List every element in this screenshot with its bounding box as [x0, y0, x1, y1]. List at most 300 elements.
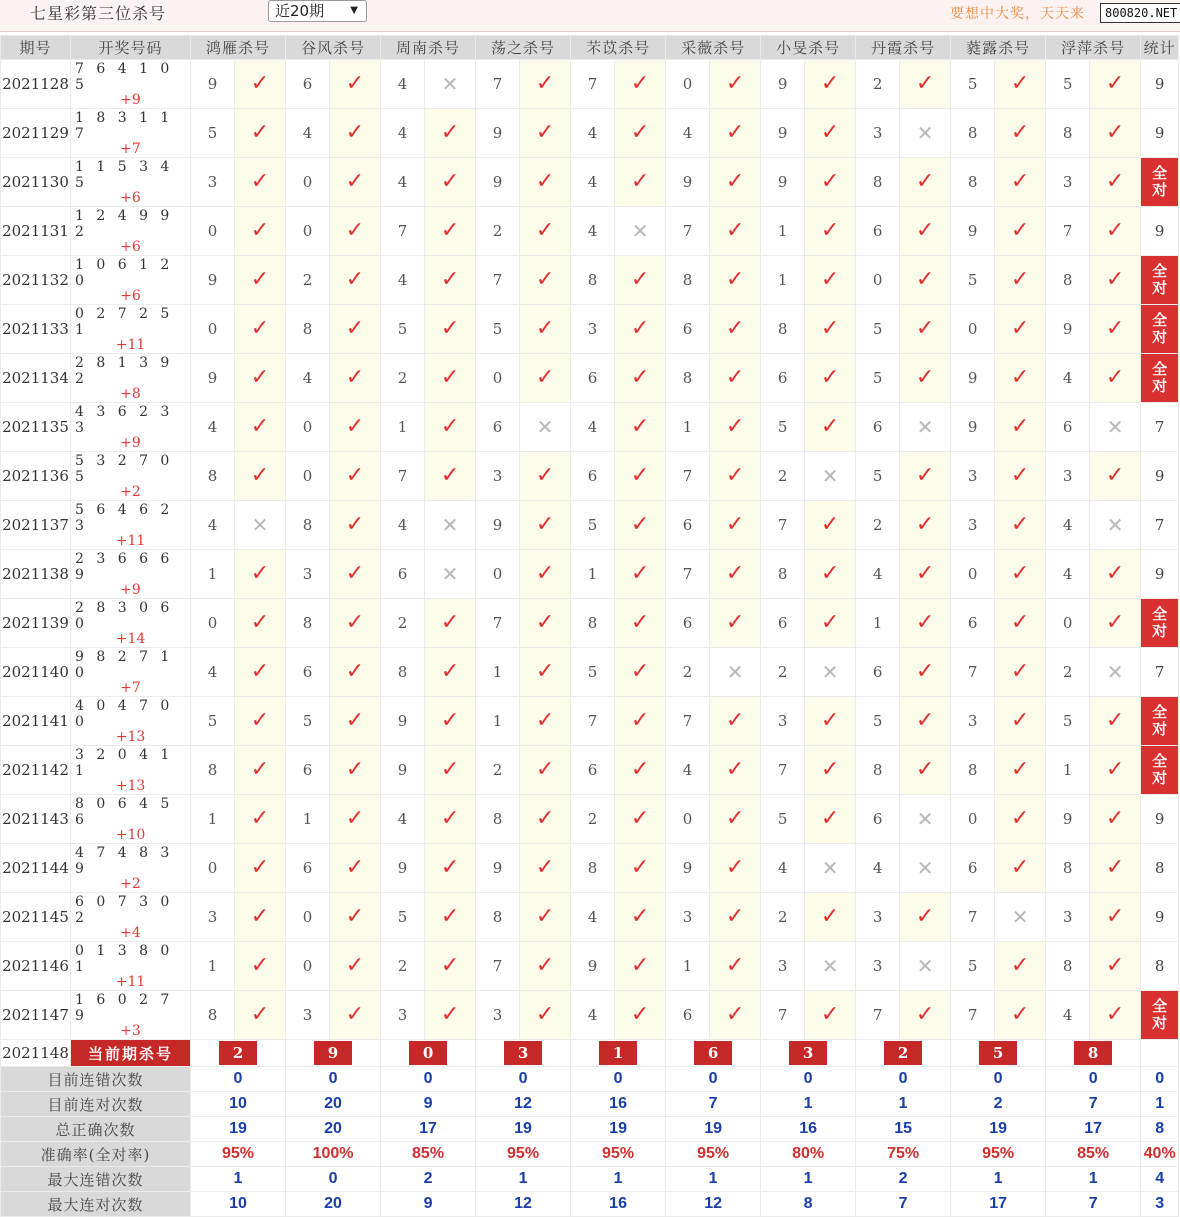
result-cell: [900, 256, 951, 305]
stats-label: 准确率(全对率): [1, 1142, 191, 1167]
period-select[interactable]: [268, 0, 367, 22]
check-icon: ✓: [345, 71, 365, 96]
current-kill-number: 6: [694, 1041, 732, 1065]
full-correct-text: 对: [1152, 181, 1168, 199]
check-icon: ✓: [345, 463, 365, 488]
check-icon: ✓: [915, 512, 935, 537]
kill-number: 9: [381, 697, 425, 746]
kill-number: 5: [951, 256, 995, 305]
kill-number: 9: [381, 844, 425, 893]
check-icon: ✓: [915, 365, 935, 390]
kill-number-table: [0, 35, 1179, 1217]
cross-icon: ✕: [821, 463, 839, 488]
result-cell: [1090, 60, 1141, 109]
kill-number: 3: [286, 550, 330, 599]
check-icon: ✓: [250, 659, 270, 684]
check-icon: ✓: [1010, 316, 1030, 341]
draw-sum: +11: [115, 974, 146, 990]
full-correct-text: 对: [1152, 1014, 1168, 1032]
kill-number: 5: [951, 60, 995, 109]
result-cell: [615, 354, 666, 403]
result-cell: [900, 354, 951, 403]
result-cell: [710, 746, 761, 795]
stats-value: 1: [761, 1167, 856, 1192]
result-cell: [235, 403, 286, 452]
stats-value: 17: [1046, 1117, 1141, 1142]
table-row: [1, 893, 1179, 942]
full-correct-text: 全: [1152, 997, 1168, 1015]
kill-number: 4: [666, 109, 710, 158]
stat-count: 9: [1141, 452, 1179, 501]
period-cell: 2021136: [1, 452, 71, 501]
draw-sum: +4: [120, 925, 141, 941]
result-cell: [330, 452, 381, 501]
result-cell: [995, 452, 1046, 501]
result-cell: [425, 550, 476, 599]
kill-number: 7: [381, 207, 425, 256]
result-cell: [1090, 256, 1141, 305]
check-icon: ✓: [250, 1002, 270, 1027]
draw-cell: [71, 746, 191, 795]
stats-value: 95%: [951, 1142, 1046, 1167]
kill-number: 1: [381, 403, 425, 452]
kill-number: 7: [856, 991, 900, 1040]
stats-total: 1: [1141, 1092, 1179, 1117]
table-row: [1, 844, 1179, 893]
check-icon: ✓: [440, 708, 460, 733]
cross-icon: ✕: [1106, 659, 1124, 684]
result-cell: [710, 893, 761, 942]
result-cell: [425, 354, 476, 403]
kill-number: 2: [761, 648, 805, 697]
check-icon: ✓: [535, 316, 555, 341]
kill-number: 0: [286, 403, 330, 452]
cross-icon: ✕: [441, 561, 459, 586]
kill-number: 2: [856, 60, 900, 109]
result-cell: [995, 305, 1046, 354]
cross-icon: ✕: [916, 806, 934, 831]
stat-count: 7: [1141, 403, 1179, 452]
check-icon: ✓: [630, 659, 650, 684]
cross-icon: ✕: [916, 414, 934, 439]
header-expert: 鸿雁杀号: [191, 36, 286, 60]
period-cell: 2021138: [1, 550, 71, 599]
period-cell: 2021139: [1, 599, 71, 648]
stats-value: 19: [476, 1117, 571, 1142]
draw-cell: [71, 795, 191, 844]
check-icon: ✓: [915, 218, 935, 243]
check-icon: ✓: [630, 365, 650, 390]
draw-cell: [71, 158, 191, 207]
result-cell: [1090, 403, 1141, 452]
kill-number: 7: [951, 991, 995, 1040]
kill-number: 6: [286, 60, 330, 109]
kill-number: 6: [286, 648, 330, 697]
check-icon: ✓: [345, 953, 365, 978]
draw-sum: +6: [120, 239, 141, 255]
draw-cell: [71, 942, 191, 991]
result-cell: [710, 452, 761, 501]
stat-count: 7: [1141, 648, 1179, 697]
check-icon: ✓: [345, 1002, 365, 1027]
draw-cell: [71, 452, 191, 501]
kill-number: 5: [951, 942, 995, 991]
check-icon: ✓: [630, 757, 650, 782]
check-icon: ✓: [725, 414, 745, 439]
current-kill-cell: [666, 1040, 761, 1067]
stats-value: 0: [761, 1067, 856, 1092]
check-icon: ✓: [250, 414, 270, 439]
current-kill-cell: [191, 1040, 286, 1067]
stat-count: 9: [1141, 109, 1179, 158]
period-cell: 2021137: [1, 501, 71, 550]
kill-number: 8: [666, 256, 710, 305]
stats-value: 19: [951, 1117, 1046, 1142]
check-icon: ✓: [535, 953, 555, 978]
kill-number: 8: [856, 746, 900, 795]
kill-number: 8: [1046, 109, 1090, 158]
check-icon: ✓: [345, 414, 365, 439]
result-cell: [900, 305, 951, 354]
check-icon: ✓: [345, 659, 365, 684]
stats-label: 目前连错次数: [1, 1067, 191, 1092]
stats-value: 0: [476, 1067, 571, 1092]
kill-number: 7: [571, 60, 615, 109]
result-cell: [995, 648, 1046, 697]
kill-number: 4: [856, 844, 900, 893]
kill-number: 1: [666, 942, 710, 991]
check-icon: ✓: [725, 757, 745, 782]
stats-value: 7: [856, 1192, 951, 1217]
result-cell: [425, 452, 476, 501]
check-icon: ✓: [345, 267, 365, 292]
kill-number: 9: [476, 501, 520, 550]
check-icon: ✓: [725, 316, 745, 341]
kill-number: 3: [1046, 158, 1090, 207]
stats-label: 最大连对次数: [1, 1192, 191, 1217]
stats-label: 目前连对次数: [1, 1092, 191, 1117]
result-cell: [520, 697, 571, 746]
check-icon: ✓: [345, 316, 365, 341]
check-icon: ✓: [725, 953, 745, 978]
kill-number: 2: [381, 599, 425, 648]
stats-value: 1: [476, 1167, 571, 1192]
kill-number: 3: [191, 158, 235, 207]
kill-number: 1: [191, 942, 235, 991]
result-cell: [1090, 991, 1141, 1040]
kill-number: 5: [381, 893, 425, 942]
result-cell: [235, 354, 286, 403]
kill-number: 4: [571, 109, 615, 158]
period-cell: 2021131: [1, 207, 71, 256]
full-correct-text: 对: [1152, 279, 1168, 297]
kill-number: 4: [571, 403, 615, 452]
check-icon: ✓: [535, 218, 555, 243]
check-icon: ✓: [535, 904, 555, 929]
period-cell: 2021147: [1, 991, 71, 1040]
kill-number: 1: [571, 550, 615, 599]
result-cell: [615, 942, 666, 991]
kill-number: 4: [381, 501, 425, 550]
check-icon: ✓: [250, 267, 270, 292]
check-icon: ✓: [1010, 71, 1030, 96]
kill-number: 3: [191, 893, 235, 942]
check-icon: ✓: [535, 610, 555, 635]
check-icon: ✓: [535, 561, 555, 586]
result-cell: [995, 354, 1046, 403]
full-correct-text: 全: [1152, 164, 1168, 182]
period-cell: 2021143: [1, 795, 71, 844]
result-cell: [805, 207, 856, 256]
period-cell: 2021141: [1, 697, 71, 746]
period-cell: 2021132: [1, 256, 71, 305]
stats-label: 总正确次数: [1, 1117, 191, 1142]
current-period-row: [1, 1040, 1179, 1067]
check-icon: ✓: [725, 1002, 745, 1027]
kill-number: 2: [476, 746, 520, 795]
result-cell: [235, 109, 286, 158]
check-icon: ✓: [1105, 953, 1125, 978]
header-expert: 小旻杀号: [761, 36, 856, 60]
stats-value: 20: [286, 1092, 381, 1117]
check-icon: ✓: [915, 904, 935, 929]
stats-value: 85%: [381, 1142, 476, 1167]
stats-total: 4: [1141, 1167, 1179, 1192]
result-cell: [425, 942, 476, 991]
draw-digits: 1 6 0 2 7 9: [75, 992, 174, 1024]
kill-number: 2: [571, 795, 615, 844]
result-cell: [900, 501, 951, 550]
stats-row: [1, 1092, 1179, 1117]
draw-cell: [71, 60, 191, 109]
cross-icon: ✕: [1011, 904, 1029, 929]
header-draw: 开奖号码: [71, 36, 191, 60]
kill-number: 5: [856, 697, 900, 746]
result-cell: [615, 452, 666, 501]
check-icon: ✓: [915, 708, 935, 733]
check-icon: ✓: [535, 365, 555, 390]
current-stat-cell: [1141, 1040, 1179, 1067]
stats-value: 2: [856, 1167, 951, 1192]
kill-number: 6: [666, 501, 710, 550]
stat-count: 9: [1141, 60, 1179, 109]
kill-number: 5: [856, 305, 900, 354]
kill-number: 0: [951, 305, 995, 354]
check-icon: ✓: [535, 267, 555, 292]
kill-number: 5: [761, 403, 805, 452]
result-cell: [330, 109, 381, 158]
result-cell: [520, 501, 571, 550]
full-correct-badge: [1141, 354, 1179, 403]
kill-number: 8: [286, 501, 330, 550]
current-kill-number: 9: [314, 1041, 352, 1065]
result-cell: [235, 60, 286, 109]
result-cell: [330, 697, 381, 746]
table-row: [1, 501, 1179, 550]
check-icon: ✓: [1010, 267, 1030, 292]
check-icon: ✓: [915, 316, 935, 341]
draw-digits: 0 2 7 2 5 1: [75, 306, 174, 338]
result-cell: [425, 795, 476, 844]
kill-number: 3: [856, 109, 900, 158]
stat-count: 9: [1141, 207, 1179, 256]
table-row: [1, 403, 1179, 452]
check-icon: ✓: [1010, 1002, 1030, 1027]
result-cell: [330, 60, 381, 109]
check-icon: ✓: [1105, 71, 1125, 96]
full-correct-badge: [1141, 256, 1179, 305]
result-cell: [995, 109, 1046, 158]
kill-number: 4: [286, 109, 330, 158]
kill-number: 3: [951, 452, 995, 501]
result-cell: [710, 354, 761, 403]
table-row: [1, 158, 1179, 207]
result-cell: [900, 550, 951, 599]
draw-digits: 2 8 1 3 9 2: [75, 355, 174, 387]
full-correct-text: 全: [1152, 360, 1168, 378]
result-cell: [615, 109, 666, 158]
result-cell: [995, 746, 1046, 795]
result-cell: [710, 991, 761, 1040]
check-icon: ✓: [535, 708, 555, 733]
stats-value: 0: [191, 1067, 286, 1092]
check-icon: ✓: [630, 169, 650, 194]
stats-value: 10: [191, 1192, 286, 1217]
check-icon: ✓: [1010, 953, 1030, 978]
full-correct-badge: [1141, 599, 1179, 648]
result-cell: [710, 256, 761, 305]
result-cell: [805, 942, 856, 991]
check-icon: ✓: [630, 414, 650, 439]
draw-digits: 1 2 4 9 9 2: [75, 208, 174, 240]
check-icon: ✓: [725, 708, 745, 733]
result-cell: [900, 599, 951, 648]
check-icon: ✓: [440, 610, 460, 635]
full-correct-text: 对: [1152, 720, 1168, 738]
stats-value: 2: [381, 1167, 476, 1192]
check-icon: ✓: [630, 71, 650, 96]
result-cell: [520, 893, 571, 942]
result-cell: [330, 893, 381, 942]
kill-number: 3: [951, 697, 995, 746]
result-cell: [900, 452, 951, 501]
cross-icon: ✕: [916, 120, 934, 145]
check-icon: ✓: [820, 169, 840, 194]
check-icon: ✓: [535, 659, 555, 684]
stats-value: 12: [476, 1092, 571, 1117]
period-cell: 2021129: [1, 109, 71, 158]
full-correct-text: 全: [1152, 752, 1168, 770]
draw-cell: [71, 256, 191, 305]
stat-count: 9: [1141, 795, 1179, 844]
check-icon: ✓: [535, 71, 555, 96]
draw-sum: +2: [120, 484, 141, 500]
check-icon: ✓: [250, 71, 270, 96]
result-cell: [330, 599, 381, 648]
kill-number: 7: [476, 942, 520, 991]
check-icon: ✓: [1010, 610, 1030, 635]
result-cell: [1090, 207, 1141, 256]
check-icon: ✓: [440, 1002, 460, 1027]
kill-number: 0: [856, 256, 900, 305]
kill-number: 0: [666, 60, 710, 109]
kill-number: 9: [951, 207, 995, 256]
table-row: [1, 746, 1179, 795]
check-icon: ✓: [725, 218, 745, 243]
kill-number: 4: [381, 795, 425, 844]
stats-value: 17: [381, 1117, 476, 1142]
check-icon: ✓: [535, 855, 555, 880]
check-icon: ✓: [250, 316, 270, 341]
result-cell: [710, 158, 761, 207]
result-cell: [330, 403, 381, 452]
check-icon: ✓: [820, 316, 840, 341]
check-icon: ✓: [440, 120, 460, 145]
check-icon: ✓: [915, 610, 935, 635]
kill-number: 9: [951, 403, 995, 452]
kill-number: 1: [476, 648, 520, 697]
draw-digits: 0 1 3 8 0 1: [75, 943, 174, 975]
result-cell: [995, 403, 1046, 452]
check-icon: ✓: [250, 365, 270, 390]
current-kill-cell: [761, 1040, 856, 1067]
result-cell: [1090, 501, 1141, 550]
table-row: [1, 109, 1179, 158]
kill-number: 0: [476, 550, 520, 599]
stats-value: 0: [856, 1067, 951, 1092]
kill-number: 3: [476, 452, 520, 501]
check-icon: ✓: [250, 120, 270, 145]
check-icon: ✓: [535, 463, 555, 488]
check-icon: ✓: [535, 806, 555, 831]
stats-value: 95%: [666, 1142, 761, 1167]
result-cell: [235, 452, 286, 501]
check-icon: ✓: [820, 71, 840, 96]
stats-value: 19: [571, 1117, 666, 1142]
draw-digits: 4 0 4 7 0 0: [75, 698, 174, 730]
result-cell: [1090, 599, 1141, 648]
result-cell: [330, 844, 381, 893]
kill-number: 8: [286, 599, 330, 648]
result-cell: [710, 795, 761, 844]
kill-number: 8: [951, 158, 995, 207]
current-kill-cell: [286, 1040, 381, 1067]
stats-value: 20: [286, 1117, 381, 1142]
check-icon: ✓: [630, 855, 650, 880]
stats-value: 80%: [761, 1142, 856, 1167]
full-correct-text: 对: [1152, 377, 1168, 395]
header-stat: 统计: [1141, 36, 1179, 60]
period-cell: 2021133: [1, 305, 71, 354]
site-link[interactable]: 800820.NET: [1100, 3, 1180, 23]
kill-number: 4: [191, 501, 235, 550]
result-cell: [995, 942, 1046, 991]
check-icon: ✓: [440, 316, 460, 341]
kill-number: 4: [381, 109, 425, 158]
result-cell: [805, 893, 856, 942]
check-icon: ✓: [725, 806, 745, 831]
check-icon: ✓: [1010, 120, 1030, 145]
result-cell: [900, 648, 951, 697]
kill-number: 0: [191, 599, 235, 648]
kill-number: 9: [476, 109, 520, 158]
check-icon: ✓: [250, 169, 270, 194]
header-expert: 采薇杀号: [666, 36, 761, 60]
result-cell: [1090, 893, 1141, 942]
result-cell: [425, 305, 476, 354]
result-cell: [805, 550, 856, 599]
kill-number: 0: [951, 550, 995, 599]
